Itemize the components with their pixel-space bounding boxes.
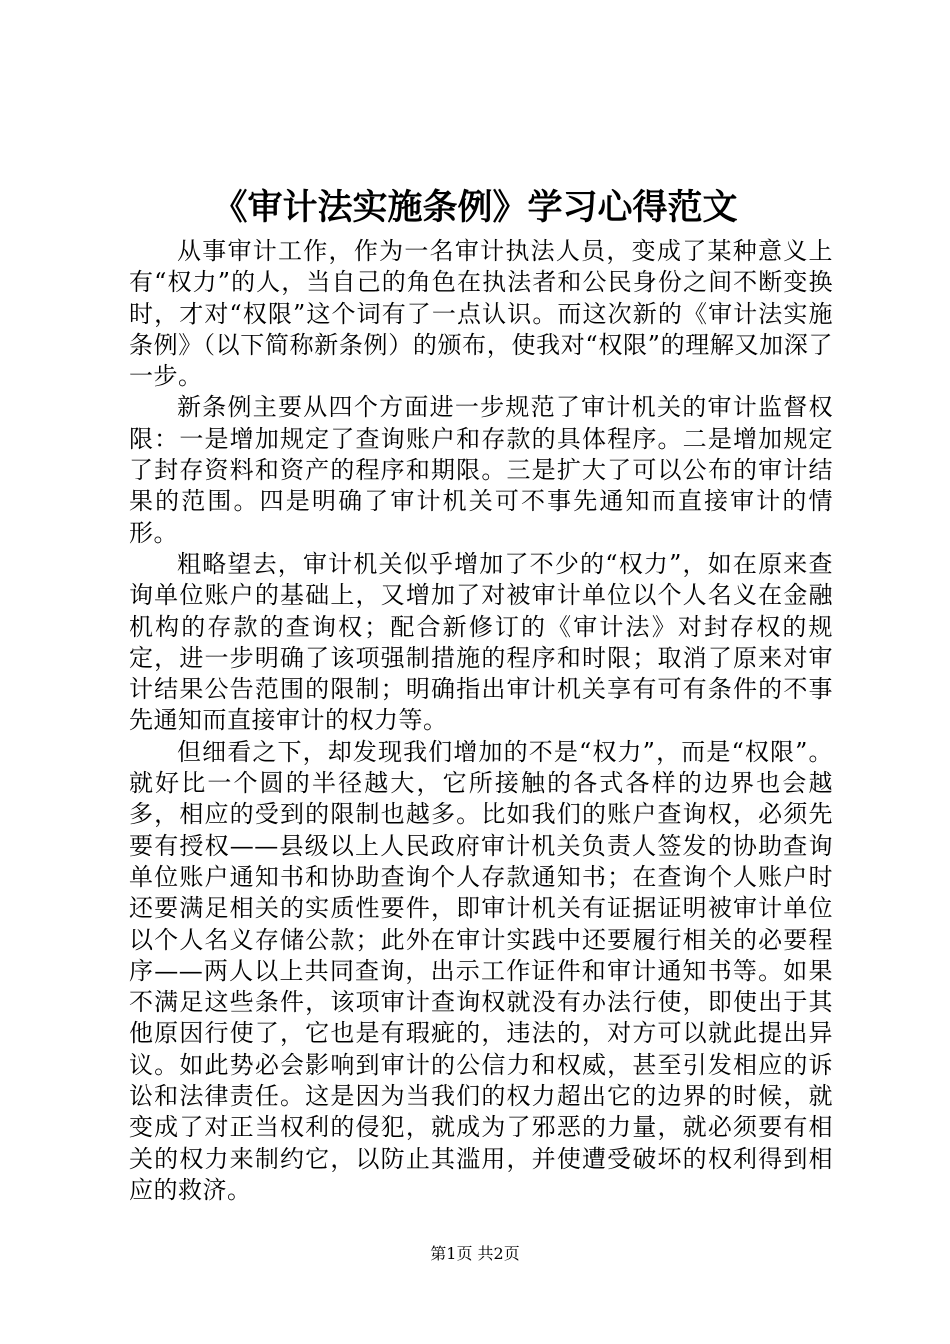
page-number-footer: 第1页 共2页 xyxy=(430,1244,520,1263)
paragraph-3: 粗略望去，审计机关似乎增加了不少的“权力”，如在原来查询单位账户的基础上，又增加了对被审计单位以个人名义在金融机构的存款的查询权；配合新修订的《审计法》对封存权的规定，进一步明确了该项强制措施的程序和时限；取消了原来对审计结果公告范围的限制；明确指出审计机关享有可有条件的不事先通知而直接审计的权力等。 xyxy=(129,549,833,735)
paragraph-1: 从事审计工作，作为一名审计执法人员，变成了某种意义上有“权力”的人，当自己的角色在执法者和公民身份之间不断变换时，才对“权限”这个词有了一点认识。而这次新的《审计法实施条例》（以下简称新条例）的颁布，使我对“权限”的理解又加深了一步。 xyxy=(129,237,833,391)
document-title: 《审计法实施条例》学习心得范文 xyxy=(212,187,738,228)
document-body xyxy=(129,236,833,1206)
paragraph-4: 但细看之下，却发现我们增加的不是“权力”，而是“权限”。就好比一个圆的半径越大，它所接触的各式各样的边界也会越多，相应的受到的限制也越多。比如我们的账户查询权，必须先要有授权——县级以上人民政府审计机关负责人签发的协助查询单位账户通知书和协助查询个人存款通知书；在查询个人账户时还要满足相关的实质性要件，即审计机关有证据证明被审计单位以个人名义存储公款；此外在审计实践中还要履行相关的必要程序——两人以上共同查询，出示工作证件和审计通知书等。如果不满足这些条件，该项审计查询权就没有办法行使，即使出于其他原因行使了，它也是有瑕疵的，违法的，对方可以就此提出异议。如此势必会影响到审计的公信力和权威，甚至引发相应的诉讼和法律责任。这是因为当我们的权力超出它的边界的时候，就变成了对正当权利的侵犯，就成为了邪恶的力量，就必须要有相关的权力来制约它，以防止其滥用，并使遭受破坏的权利得到相应的救济。 xyxy=(129,737,833,1204)
paragraph-2: 新条例主要从四个方面进一步规范了审计机关的审计监督权限：一是增加规定了查询账户和存款的具体程序。二是增加规定了封存资料和资产的程序和期限。三是扩大了可以公布的审计结果的范围。四是明确了审计机关可不事先通知而直接审计的情形。 xyxy=(129,393,833,547)
